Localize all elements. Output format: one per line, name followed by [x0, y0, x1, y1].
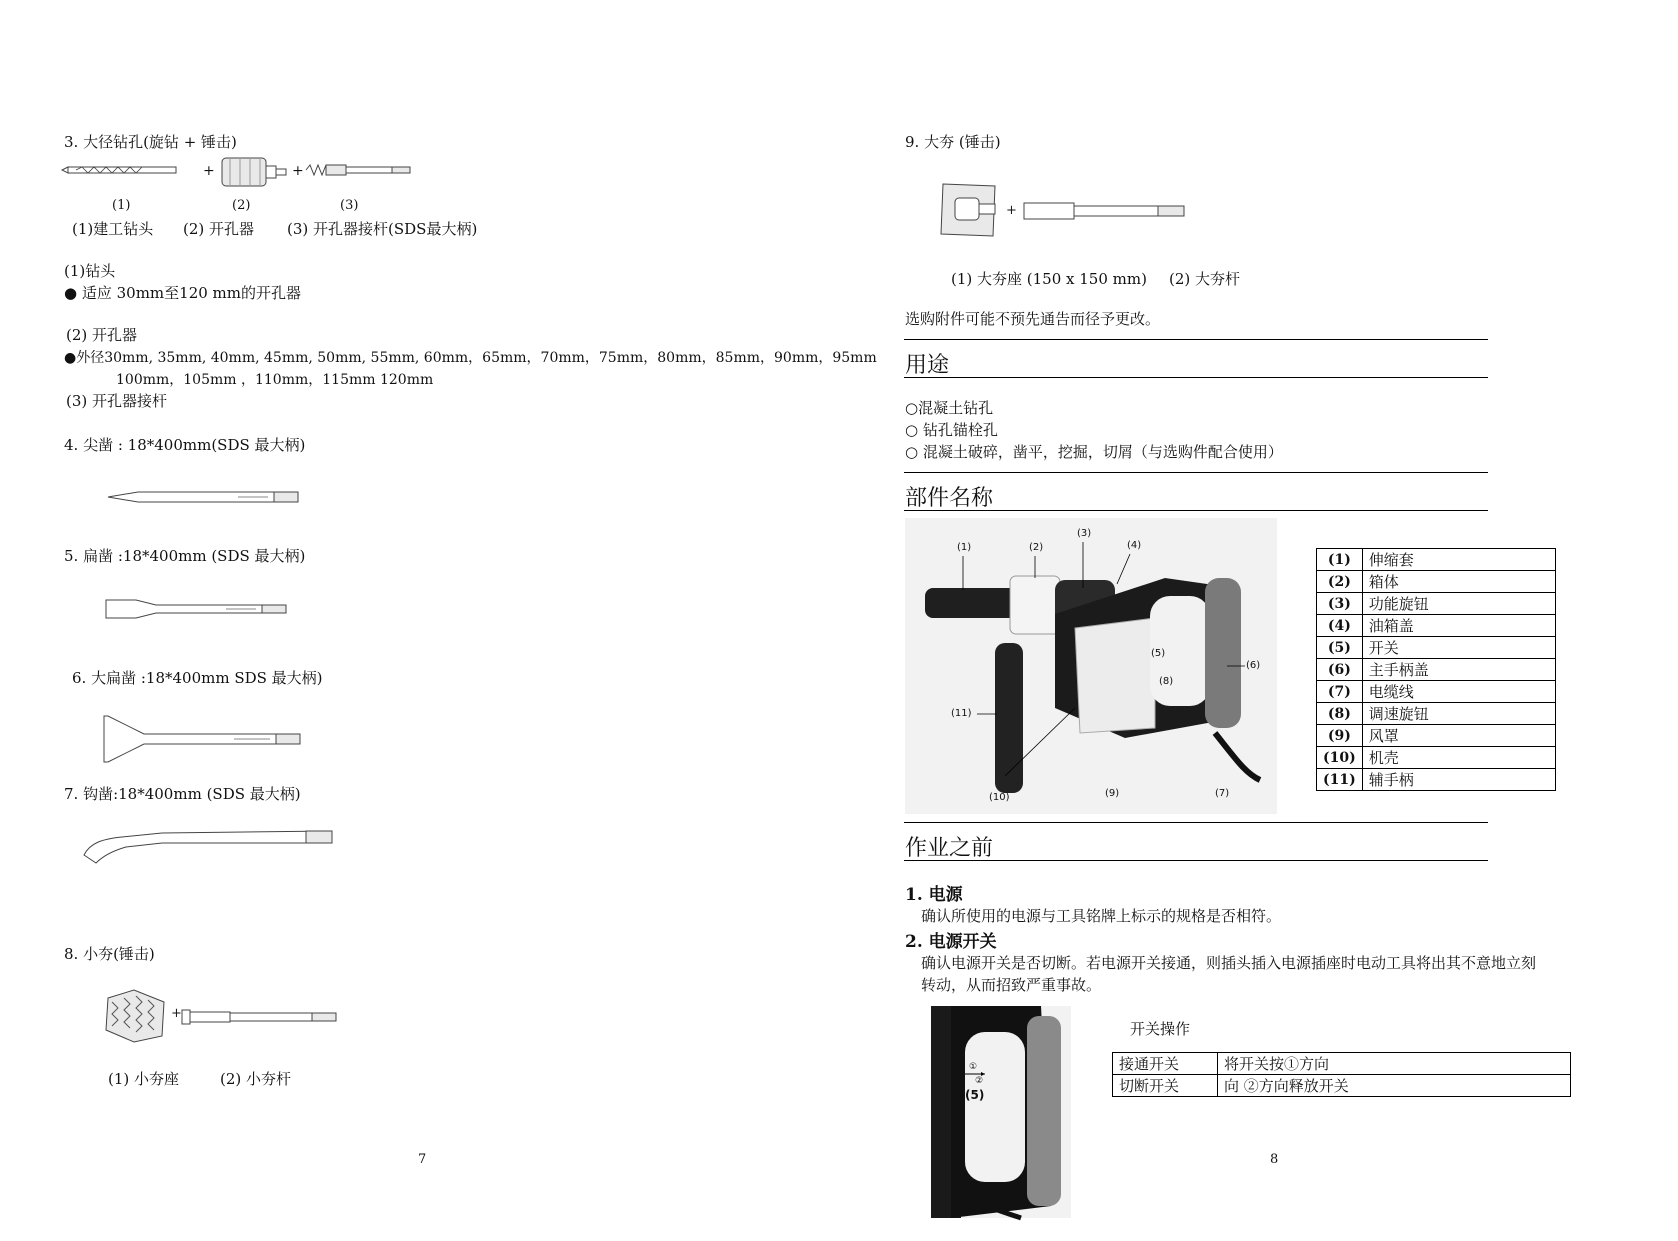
table-row	[1317, 593, 1556, 615]
switch-action: 切断开关	[1113, 1075, 1218, 1097]
caption-tamper-plate: (1) 大夯座 (150 x 150 mm)	[951, 270, 1147, 288]
before-heading: 作业之前	[905, 836, 994, 861]
callout-9: (9)	[1105, 788, 1120, 799]
bit-heading: (1)钻头	[64, 262, 116, 280]
part-label: 机壳	[1362, 747, 1555, 769]
usage-item: ○ 钻孔锚栓孔	[905, 421, 998, 439]
part-number: (9)	[1317, 725, 1363, 747]
wide-chisel-drawing	[104, 714, 304, 764]
table-row	[1317, 681, 1556, 703]
callout-7: (7)	[1215, 788, 1230, 799]
bushing-tool-drawing	[104, 988, 168, 1044]
right-page	[839, 0, 1678, 1241]
part-label: 伸缩套	[1362, 549, 1555, 571]
caption-masonry-bit: (1)建工钻头	[72, 220, 154, 238]
table-row	[1317, 703, 1556, 725]
parts-table	[1316, 548, 1556, 791]
switch-instruction: 向 ②方向释放开关	[1218, 1075, 1571, 1097]
section-7-title: 7. 钩凿:18*400mm (SDS 最大柄)	[64, 785, 301, 803]
part-label: 油箱盖	[1362, 615, 1555, 637]
tamper-plate-drawing	[939, 182, 999, 238]
table-row	[1317, 769, 1556, 791]
switch-text-line2: 转动，从而招致严重事故。	[921, 976, 1102, 994]
table-row	[1317, 637, 1556, 659]
switch-text-line1: 确认电源开关是否切断。若电源开关接通，则插头插入电源插座时电动工具将出其不意地立刻	[921, 954, 1537, 972]
switch-photo	[931, 1006, 1071, 1218]
page-number: 7	[418, 1152, 427, 1167]
part-label: 电缆线	[1362, 681, 1555, 703]
plus-sign: +	[171, 1006, 182, 1021]
notice-text: 选购附件可能不预先通告而径予更改。	[905, 310, 1161, 328]
table-row	[1317, 571, 1556, 593]
usage-item: ○ 混凝土破碎，凿平，挖掘，切屑（与选购件配合使用）	[905, 443, 1283, 461]
part-number: (10)	[1317, 747, 1363, 769]
table-row	[1113, 1075, 1571, 1097]
plus-sign: +	[1006, 203, 1017, 218]
caption-tamper-shank: (2) 大夯杆	[1169, 270, 1241, 288]
tamper-shank-drawing	[1024, 201, 1190, 221]
switch-action: 接通开关	[1113, 1053, 1218, 1075]
callout-5: (5)	[1151, 648, 1166, 659]
part-number: (5)	[1317, 637, 1363, 659]
callout-1: (1)	[957, 542, 972, 553]
part-number: (1)	[1317, 549, 1363, 571]
table-row	[1317, 725, 1556, 747]
part-label: 主手柄盖	[1362, 659, 1555, 681]
callout-6: (6)	[1246, 660, 1261, 671]
plus-sign: +	[203, 163, 215, 179]
power-title: 1. 电源	[905, 885, 963, 905]
rule	[904, 860, 1488, 861]
bit-line: ● 适应 30mm至120 mm的开孔器	[64, 284, 302, 302]
plus-sign: +	[292, 163, 304, 179]
callout-1: (1)	[112, 198, 131, 213]
part-number: (11)	[1317, 769, 1363, 791]
part-number: (6)	[1317, 659, 1363, 681]
flat-chisel-drawing	[106, 598, 292, 620]
rule	[904, 822, 1488, 823]
usage-item: ○混凝土钻孔	[905, 399, 994, 417]
callout-3: (3)	[1077, 528, 1092, 539]
section-3-title: 3. 大径钻孔(旋钻 + 锤击)	[64, 133, 237, 151]
hammer-drill-photo	[905, 518, 1277, 814]
core-bit-sizes-line2: 100mm，105mm ，110mm，115mm 120mm	[116, 372, 434, 388]
rule	[904, 339, 1488, 340]
core-bit-heading: (2) 开孔器	[66, 326, 138, 344]
section-8-title: 8. 小夯(锤击)	[64, 945, 155, 963]
callout-2: (2)	[1029, 542, 1044, 553]
caption-core-bit: (2) 开孔器	[183, 220, 255, 238]
callout-8: (8)	[1159, 676, 1174, 687]
part-label: 箱体	[1362, 571, 1555, 593]
section-6-title: 6. 大扁凿 :18*400mm SDS 最大柄)	[72, 669, 323, 687]
parts-heading: 部件名称	[905, 486, 994, 511]
section-9-title: 9. 大夯 (锤击)	[905, 133, 1001, 151]
table-row	[1317, 659, 1556, 681]
usage-heading: 用途	[905, 353, 950, 378]
page-number: 8	[1270, 1152, 1279, 1167]
caption-bushing-shank: (2) 小夯杆	[220, 1070, 292, 1088]
point-chisel-drawing	[108, 489, 304, 505]
caption-adapter: (3) 开孔器接杆(SDS最大柄)	[287, 220, 478, 238]
core-bit-sizes-line1: ●外径30mm, 35mm, 40mm, 45mm, 50mm, 55mm, 60mm，65mm，70mm，75mm，80mm，85mm，90mm，95mm	[64, 350, 877, 366]
bushing-shank-drawing	[182, 1008, 342, 1026]
part-number: (2)	[1317, 571, 1363, 593]
table-row	[1317, 747, 1556, 769]
switch-mark-1: ①	[969, 1062, 978, 1072]
switch-mark-5: (5)	[965, 1088, 985, 1102]
callout-3: (3)	[340, 198, 359, 213]
part-label: 调速旋钮	[1362, 703, 1555, 725]
masonry-bit-drawing	[68, 162, 188, 178]
rule	[904, 472, 1488, 473]
part-number: (4)	[1317, 615, 1363, 637]
switch-title: 2. 电源开关	[905, 932, 997, 952]
caption-bushing-tool: (1) 小夯座	[108, 1070, 180, 1088]
table-row	[1317, 615, 1556, 637]
gouge-chisel-drawing	[82, 825, 338, 865]
switch-instruction: 将开关按①方向	[1218, 1053, 1571, 1075]
table-row	[1317, 549, 1556, 571]
part-number: (7)	[1317, 681, 1363, 703]
switch-operation-title: 开关操作	[1130, 1020, 1191, 1038]
part-label: 辅手柄	[1362, 769, 1555, 791]
part-label: 风罩	[1362, 725, 1555, 747]
part-label: 开关	[1362, 637, 1555, 659]
part-number: (3)	[1317, 593, 1363, 615]
switch-mark-2: ②	[975, 1076, 984, 1086]
section-5-title: 5. 扁凿 :18*400mm (SDS 最大柄)	[64, 547, 306, 565]
power-text: 确认所使用的电源与工具铭牌上标示的规格是否相符。	[921, 907, 1282, 925]
part-number: (8)	[1317, 703, 1363, 725]
adapter-drawing	[306, 162, 426, 178]
switch-operation-table	[1112, 1052, 1571, 1097]
rule	[904, 510, 1488, 511]
callout-4: (4)	[1127, 540, 1142, 551]
rule	[904, 377, 1488, 378]
adapter-heading: (3) 开孔器接杆	[66, 392, 168, 410]
callout-2: (2)	[232, 198, 251, 213]
core-bit-drawing	[220, 156, 300, 188]
callout-11: (11)	[951, 708, 972, 719]
part-label: 功能旋钮	[1362, 593, 1555, 615]
section-4-title: 4. 尖凿 : 18*400mm(SDS 最大柄)	[64, 436, 306, 454]
table-row	[1113, 1053, 1571, 1075]
callout-10: (10)	[989, 792, 1010, 803]
